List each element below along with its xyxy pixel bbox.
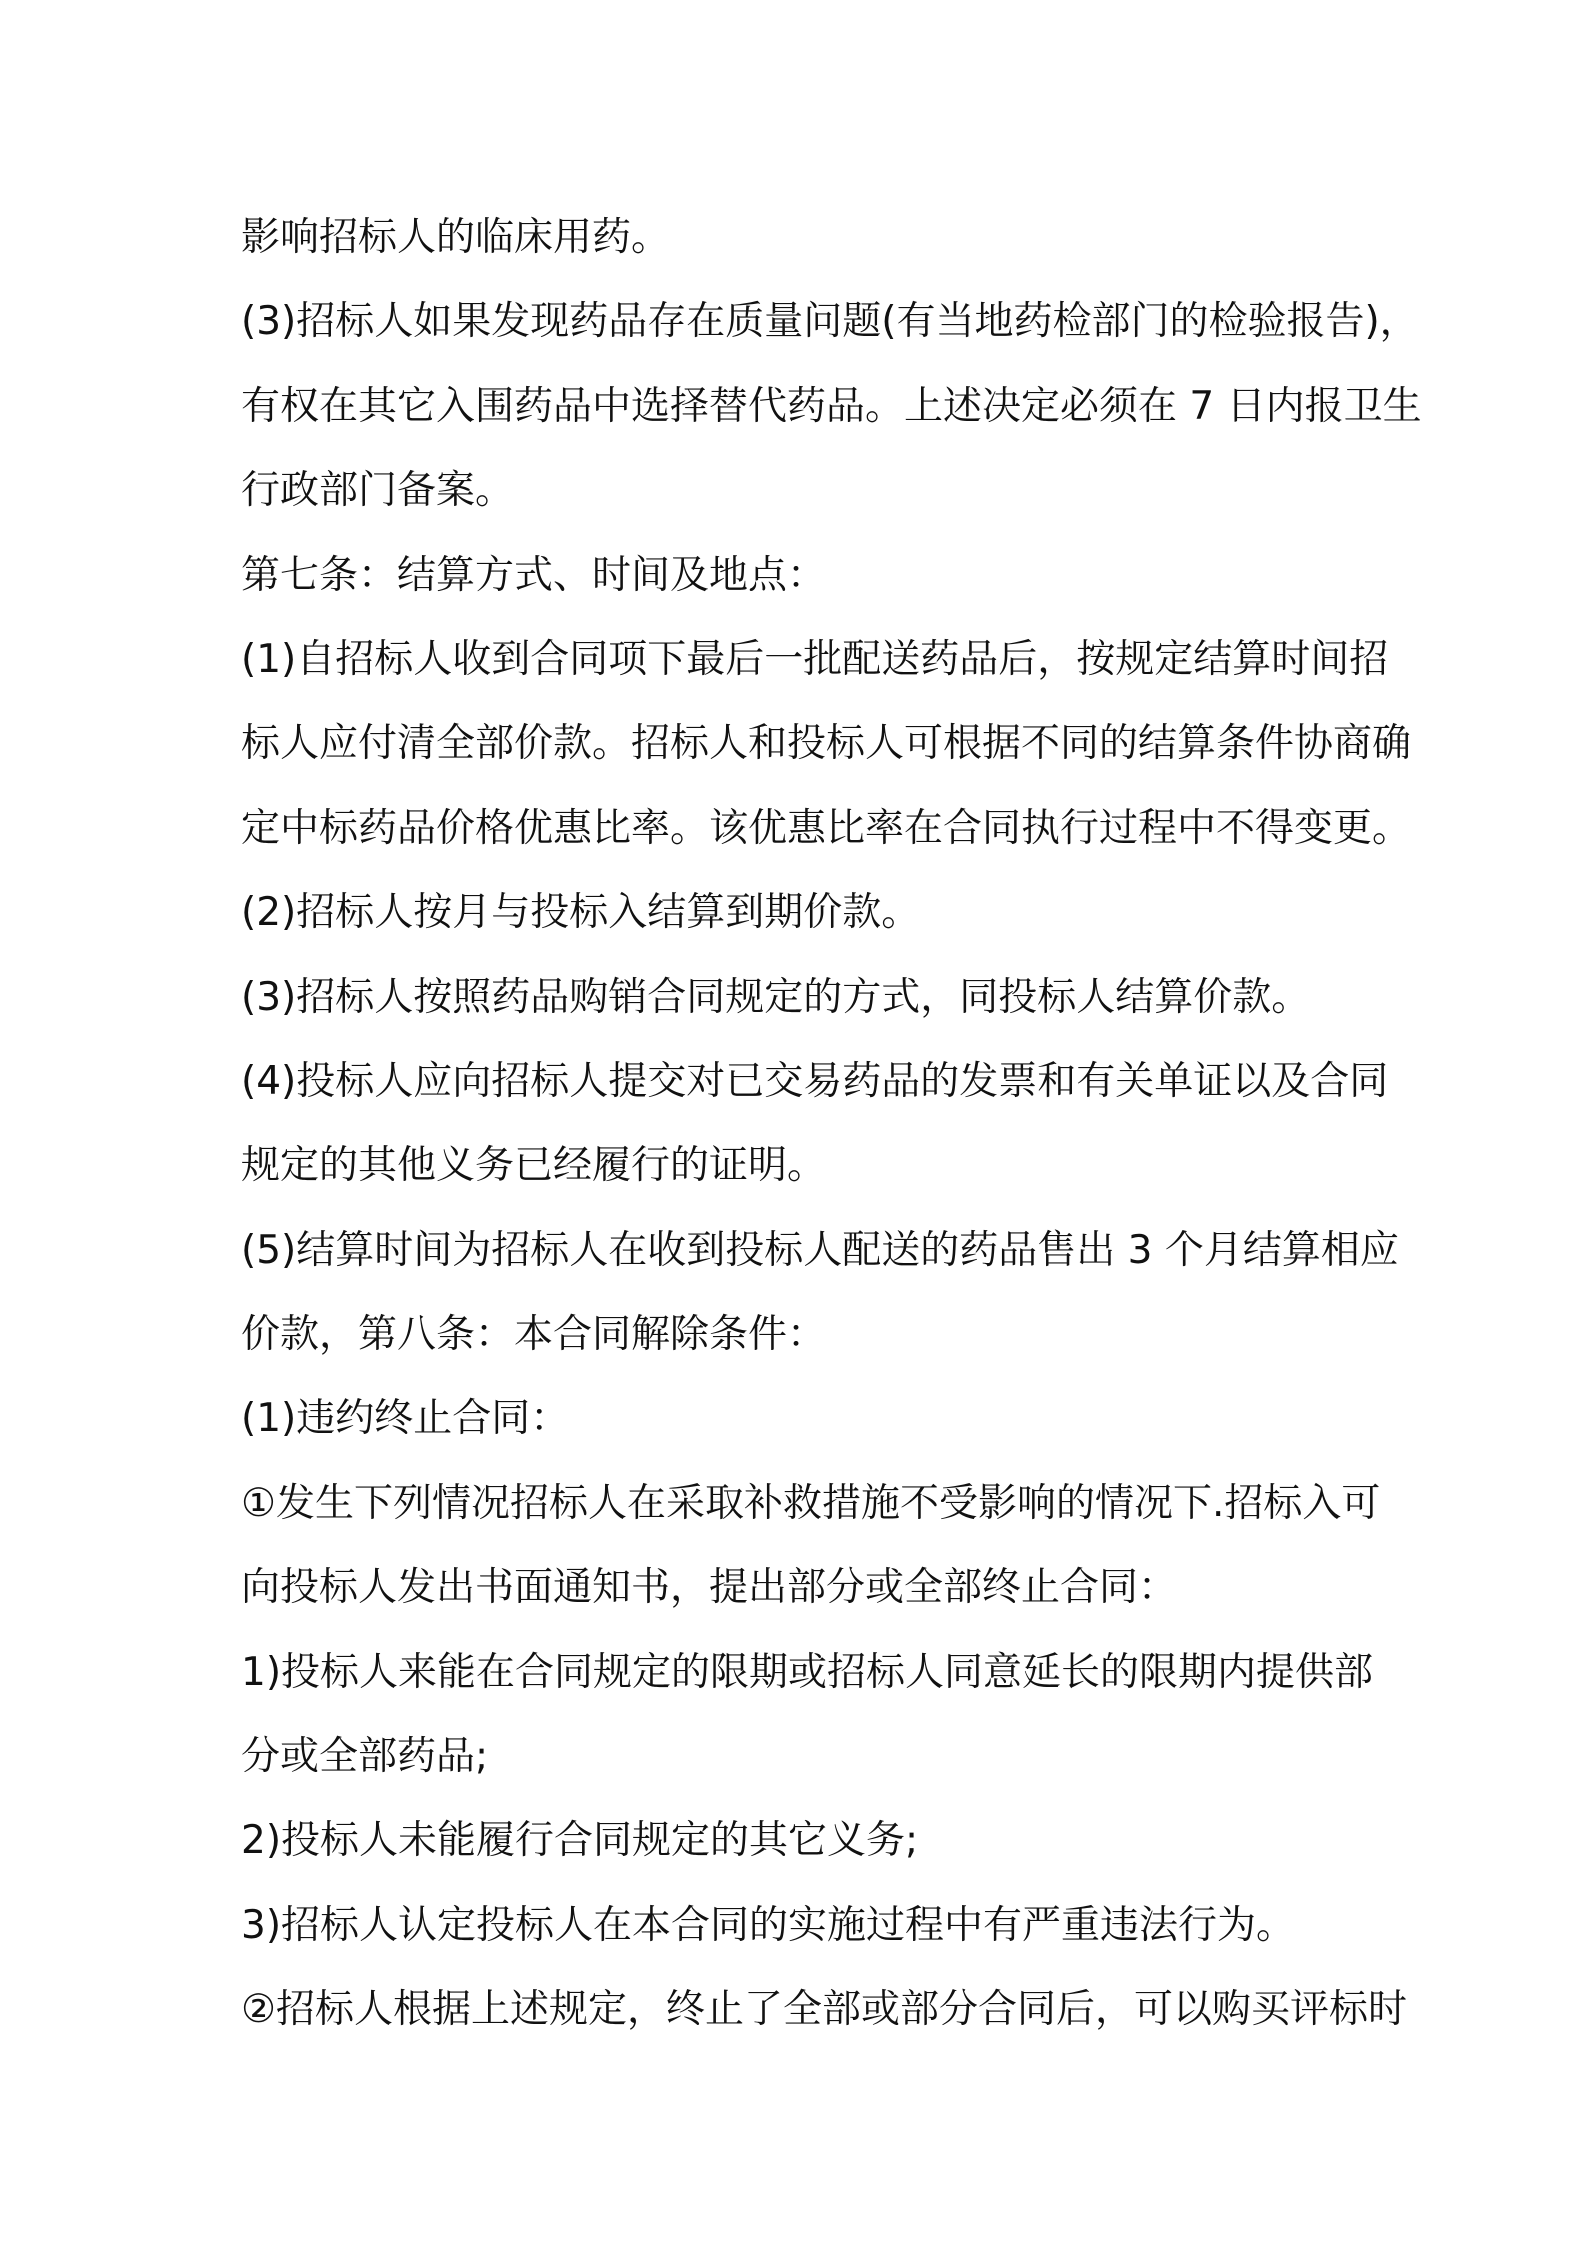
text-line: (2)招标人按月与投标入结算到期价款。 — [241, 890, 921, 936]
text-line: 向投标人发出书面通知书，提出部分或全部终止合同： — [241, 1565, 1178, 1611]
text-line: ①发生下列情况招标人在采取补救措施不受影响的情况下.招标入可 — [241, 1480, 1381, 1526]
text-line: 2)投标人未能履行合同规定的其它义务; — [241, 1818, 919, 1864]
text-line: (1)违约终止合同： — [241, 1396, 570, 1442]
text-line: 影响招标人的临床用药。 — [241, 215, 671, 260]
text-line: 定中标药品价格优惠比率。该优惠比率在合同执行过程中不得变更。 — [241, 805, 1412, 851]
text-line: 规定的其他义务已经履行的证明。 — [241, 1143, 827, 1189]
text-line: 价款，第八条：本合同解除条件： — [241, 1312, 827, 1358]
text-line: 行政部门备案。 — [241, 468, 515, 514]
text-line: 1)投标人来能在合同规定的限期或招标人同意延长的限期内提供部 — [241, 1649, 1374, 1695]
text-line: 3)招标人认定投标人在本合同的实施过程中有严重违法行为。 — [241, 1902, 1296, 1948]
text-line: 分或全部药品; — [241, 1734, 489, 1780]
section-heading: 第七条：结算方式、时间及地点： — [241, 552, 827, 598]
text-line: (3)招标人如果发现药品存在质量问题(有当地药检部门的检验报告)， — [241, 299, 1419, 345]
text-line: (5)结算时间为招标人在收到投标人配送的药品售出 3 个月结算相应 — [241, 1227, 1399, 1273]
text-line: ②招标人根据上述规定，终止了全部或部分合同后，可以购买评标时 — [241, 1987, 1407, 2033]
text-line: (1)自招标人收到合同项下最后一批配送药品后，按规定结算时间招 — [241, 636, 1389, 682]
text-line: (3)招标人按照药品购销合同规定的方式，同投标人结算价款。 — [241, 974, 1311, 1020]
text-line: (4)投标人应向招标人提交对已交易药品的发票和有关单证以及合同 — [241, 1058, 1389, 1104]
text-line: 有权在其它入围药品中选择替代药品。上述决定必须在 7 日内报卫生 — [241, 383, 1422, 429]
text-line: 标人应付清全部价款。招标人和投标人可根据不同的结算条件协商确 — [241, 721, 1412, 767]
document-body — [241, 196, 1422, 2053]
